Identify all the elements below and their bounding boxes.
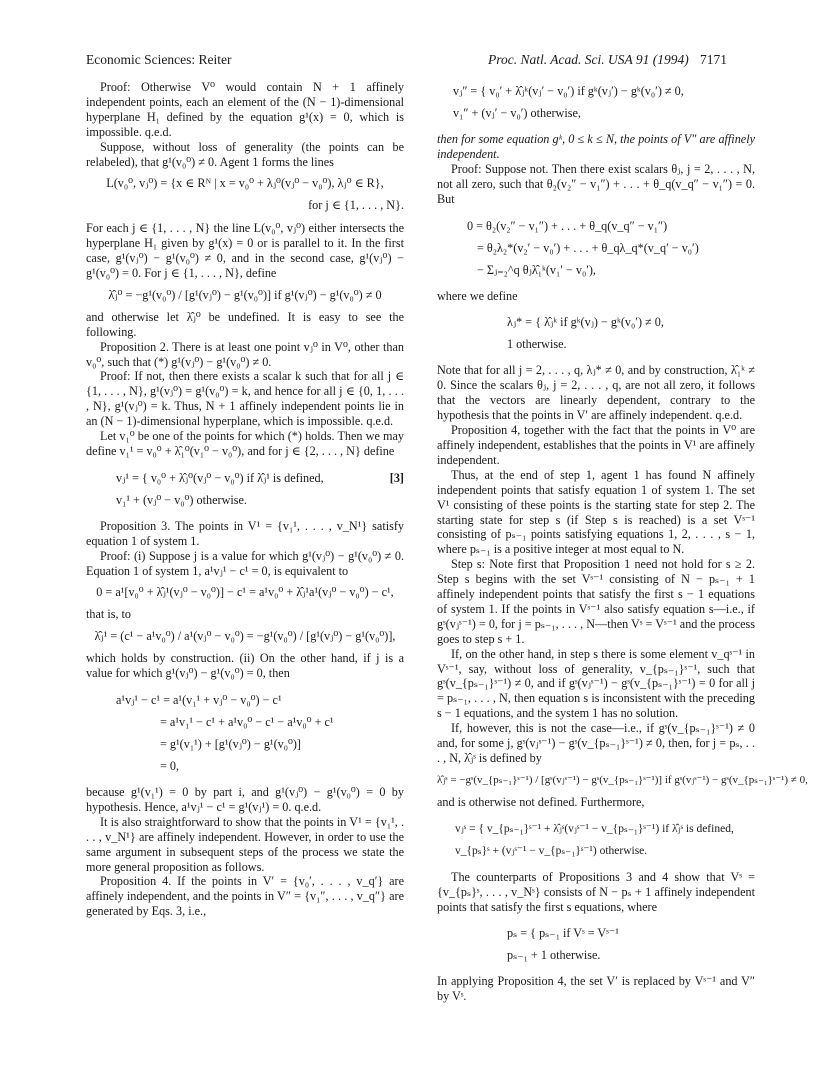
equation-r1-case-1: vⱼ″ = { v₀′ + λ̂ⱼᵏ(vⱼ′ − v₀′) if gᵏ(vⱼ′) − gᵏ(v₀′) ≠ 0, <box>453 84 684 98</box>
step-s-paragraph: Step s: Note first that Proposition 1 need not hold for s ≥ 2. Step s begins with the set Vˢ⁻¹ consisting of N − pₛ₋₁ + 1 affinely independent points that satisfy the first s − 1 equations of system 1. If the points in Vˢ⁻¹ also satisfy equation s—i.e., if gˢ(vⱼˢ⁻¹) = 0, for j = pₛ₋₁, . . . , N—then Vˢ = Vˢ⁻¹ and the process goes to step s + 1. <box>437 557 755 646</box>
equation-number: [3] <box>389 470 404 485</box>
paragraph: If, on the other hand, in step s there is some element v_qˢ⁻¹ in Vˢ⁻¹, say, without loss of generality, v_{pₛ₋₁}ˢ⁻¹, such that gˢ(v_{pₛ₋₁}ˢ⁻¹) ≠ 0, and if gˢ(vⱼˢ⁻¹) − gˢ(v_{pₛ₋₁}ˢ⁻¹) = 0 for all j = pₛ₋₁, . . . , N, then equation s is inconsistent with the preceding s − 1 equations, and the system 1 has no solution. <box>437 646 755 721</box>
equation-b-line-1: a¹vⱼ¹ − c¹ = a¹(v₁¹ + vⱼ⁰ − v₀⁰) − c¹ <box>116 693 282 707</box>
paragraph: If, however, this is not the case—i.e., if gˢ(v_{pₛ₋₁}ˢ⁻¹) ≠ 0 and, for some j, gˢ(vⱼˢ⁻¹) − gˢ(v_{pₛ₋₁}ˢ⁻¹) ≠ 0, then, for j = pₛ, . . . , N, λ̂ⱼˢ is defined by <box>437 721 755 765</box>
paragraph: Note that for all j = 2, . . . , q, λⱼ* ≠ 0, and by construction, λ̂₁ᵏ ≠ 0. Since the scalars θⱼ, j = 2, . . . , q, are not all zero, it follows that the vectors are linearly dependent, contrary to the hypothesis that the points in V′ are affinely independent. q.e.d. <box>437 363 755 423</box>
paragraph: because g¹(v₁¹) = 0 by part i, and g¹(vⱼ⁰) − g¹(v₀⁰) = 0 by hypothesis. Hence, a¹vⱼ¹ − c¹ = g¹(vⱼ¹) = 0. q.e.d. <box>86 785 404 814</box>
running-header-section: Economic Sciences: Reiter <box>86 52 232 67</box>
equation-b <box>116 689 404 777</box>
paragraph: It is also straightforward to show that the points in V¹ = {v₁¹, . . . , v_N¹} are affinely independent. However, in order to use the same argument in subsequent steps of the process we state the more general proposition as follows. <box>86 814 404 874</box>
paragraph: Let v₁⁰ be one of the points for which (*) holds. Then we may define v₁¹ = v₀⁰ + λ̂₁⁰(v₁⁰ − v₀⁰), and for j ∈ {2, . . . , N} define <box>86 429 404 458</box>
equation-lambda: λ̂ⱼ⁰ = −g¹(v₀⁰) / [g¹(vⱼ⁰) − g¹(v₀⁰)] if g¹(vⱼ⁰) − g¹(v₀⁰) ≠ 0 <box>108 287 382 302</box>
paragraph: which holds by construction. (ii) On the other hand, if j is a value for which g¹(vⱼ⁰) − g¹(v₀⁰) = 0, then <box>86 651 404 681</box>
equation-f-case-2: v_{pₛ}ˢ + (vⱼˢ⁻¹ − v_{pₛ₋₁}ˢ⁻¹) otherwise. <box>455 844 648 857</box>
paragraph: and is otherwise not defined. Furthermore, <box>437 794 645 809</box>
equation-c-line-1: 0 = θ₂(v₂″ − v₁″) + . . . + θ_q(v_q″ − v₁″) <box>467 218 668 233</box>
paragraph: The counterparts of Propositions 3 and 4 show that Vˢ = {v_{pₛ}ˢ, . . . , v_Nˢ} consists of N − pₛ + 1 affinely independent points that satisfy the first s equations, where <box>437 869 755 914</box>
proposition-4: Proposition 4. If the points in V′ = {v₀′, . . . , v_q′} are affinely independent, and the points in V″ = {v₁″, . . . , v_q″} are generated by Eqs. 3, i.e., <box>86 874 404 919</box>
equation-c <box>467 215 755 281</box>
proof-prop3: Proof: (i) Suppose j is a value for which g¹(vⱼ⁰) − g¹(v₀⁰) ≠ 0. Equation 1 of system 1, a¹vⱼ¹ − c¹ = 0, is equivalent to <box>86 548 404 578</box>
equation-g-case-2: pₛ₋₁ + 1 otherwise. <box>507 948 601 963</box>
equation-f <box>455 818 755 862</box>
equation-d <box>507 311 755 355</box>
equation-3-case-1: vⱼ¹ = { v₀⁰ + λ̂ⱼ⁰(vⱼ⁰ − v₀⁰) if λ̂ⱼ¹ is defined, <box>116 470 324 485</box>
equation-b-line-3: = g¹(v₁¹) + [g¹(vⱼ⁰) − g¹(v₀⁰)] <box>160 737 301 751</box>
right-column <box>437 80 808 1004</box>
equation-c-line-3: − Σⱼ₌₂^q θⱼλ̂₁ᵏ(v₁′ − v₀′), <box>477 262 596 277</box>
proof-prop4: Proof: Suppose not. Then there exist scalars θⱼ, j = 2, . . . , N, not all zero, such that θ₂(v₂″ − v₁″) + . . . + θ_q(v_q″ − v₁″) = 0. But <box>437 161 755 206</box>
paragraph: where we define <box>437 288 518 303</box>
proposition-4-conclusion: then for some equation gᵏ, 0 ≤ k ≤ N, the points of V″ are affinely independent. <box>437 132 755 161</box>
equation-a1: 0 = a¹[v₀⁰ + λ̂ⱼ¹(vⱼ⁰ − v₀⁰)] − c¹ = a¹v₀⁰ + λ̂ⱼ¹a¹(vⱼ⁰ − v₀⁰) − c¹, <box>96 585 394 600</box>
proposition-2: Proposition 2. There is at least one point vⱼ⁰ in V⁰, other than v₀⁰, such that (*) g¹(vⱼ⁰) − g¹(v₀⁰) ≠ 0. <box>86 339 404 369</box>
equation-lines: L(v₀⁰, vⱼ⁰) = {x ∈ Rᴺ | x = v₀⁰ + λⱼ⁰(vⱼ⁰ − v₀⁰), λⱼ⁰ ∈ R}, <box>106 176 384 191</box>
equation-3-case-2: v₁¹ + (vⱼ⁰ − v₀⁰) otherwise. <box>116 492 247 507</box>
proof-prop2: Proof: If not, then there exists a scalar k such that for all j ∈ {1, . . . , N}, g¹(vⱼ⁰) = g¹(v₀⁰) = k, and hence for all j ∈ {0, 1, . . . , N}, g¹(vⱼ⁰) = k. Thus, N + 1 affinely independent points lie in an (N − 1)-dimensional hyperplane, which is impossible. q.e.d. <box>86 369 404 429</box>
left-column <box>86 80 404 919</box>
equation-d-case-2: 1 otherwise. <box>507 337 567 352</box>
equation-c-line-2: = θ₂λ₂*(v₂′ − v₀′) + . . . + θ_qλ_q*(v_q′ − v₀′) <box>477 240 699 255</box>
equation-a2: λ̂ⱼ¹ = (c¹ − a¹v₀⁰) / a¹(vⱼ⁰ − v₀⁰) = −g¹(v₀⁰) / [g¹(vⱼ⁰) − g¹(v₀⁰)], <box>94 629 396 644</box>
equation-e: λ̂ⱼˢ = −gˢ(v_{pₛ₋₁}ˢ⁻¹) / [gˢ(vⱼˢ⁻¹) − gˢ(v_{pₛ₋₁}ˢ⁻¹)] if gˢ(vⱼˢ⁻¹) − gˢ(v_{pₛ₋₁}ˢ⁻¹) ≠ 0, <box>437 773 808 786</box>
paragraph: Suppose, without loss of generality (the points can be relabeled), that g¹(v₀⁰) ≠ 0. Agent 1 forms the lines <box>86 139 404 169</box>
equation-r1-case-2: v₁″ + (vⱼ′ − v₀′) otherwise, <box>453 106 581 120</box>
page-number: 7171 <box>700 52 727 67</box>
equation-b-line-2: = a¹v₁¹ − c¹ + a¹v₀⁰ − c¹ − a¹v₀⁰ + c¹ <box>160 715 334 729</box>
paragraph: Proposition 4, together with the fact that the points in V⁰ are affinely independent, establishes that the points in V¹ are affinely independent. <box>437 423 755 467</box>
paragraph: For each j ∈ {1, . . . , N} the line L(v₀⁰, vⱼ⁰) either intersects the hyperplane H₁ given by g¹(x) = 0 or is parallel to it. In the first case, g¹(vⱼ⁰) − g¹(v₀⁰) ≠ 0, and in the second case, g¹(vⱼ⁰) − g¹(v₀⁰) = 0. For j ∈ {1, . . . , N}, define <box>86 221 404 280</box>
equation-f-case-1: vⱼˢ = { v_{pₛ₋₁}ˢ⁻¹ + λ̂ⱼˢ(vⱼˢ⁻¹ − v_{pₛ₋₁}ˢ⁻¹) if λ̂ⱼˢ is defined, <box>455 822 734 835</box>
paragraph: In applying Proposition 4, the set V′ is replaced by Vˢ⁻¹ and V″ by Vˢ. <box>437 974 755 1004</box>
proof-prop1: Proof: Otherwise V⁰ would contain N + 1 affinely independent points, each an element of the (N − 1)-dimensional hyperplane H₁ defined by the equation g¹(x) = 0, which is impossible. q.e.d. <box>86 80 404 139</box>
equation-b-line-4: = 0, <box>160 759 180 773</box>
running-header-journal: Proc. Natl. Acad. Sci. USA 91 (1994) <box>488 52 689 67</box>
equation-g <box>507 922 755 966</box>
paragraph: and otherwise let λ̂ⱼ⁰ be undefined. It is easy to see the following. <box>86 309 404 339</box>
equation-r1 <box>453 80 755 124</box>
proposition-3: Proposition 3. The points in V¹ = {v₁¹, . . . , v_N¹} satisfy equation 1 of system 1. <box>86 518 404 548</box>
equation-lines-range: for j ∈ {1, . . . , N}. <box>308 198 404 213</box>
paragraph: Thus, at the end of step 1, agent 1 has found N affinely independent points that satisfy equation 1 of system 1. The set V¹ consisting of these points is the starting state for step 2. The starting state for step s (if Step s is reached) is a set Vˢ⁻¹ consisting of pₛ₋₁ points satisfying equations 1, 2, . . . , s − 1, where pₛ₋₁ is a positive integer at most equal to N. <box>437 467 755 557</box>
equation-3 <box>116 467 404 511</box>
equation-d-case-1: λⱼ* = { λ̂ⱼᵏ if gᵏ(vⱼ) − gᵏ(v₀′) ≠ 0, <box>507 315 664 330</box>
paragraph: that is, to <box>86 607 132 622</box>
equation-g-case-1: pₛ = { pₛ₋₁ if Vˢ = Vˢ⁻¹ <box>507 926 619 941</box>
